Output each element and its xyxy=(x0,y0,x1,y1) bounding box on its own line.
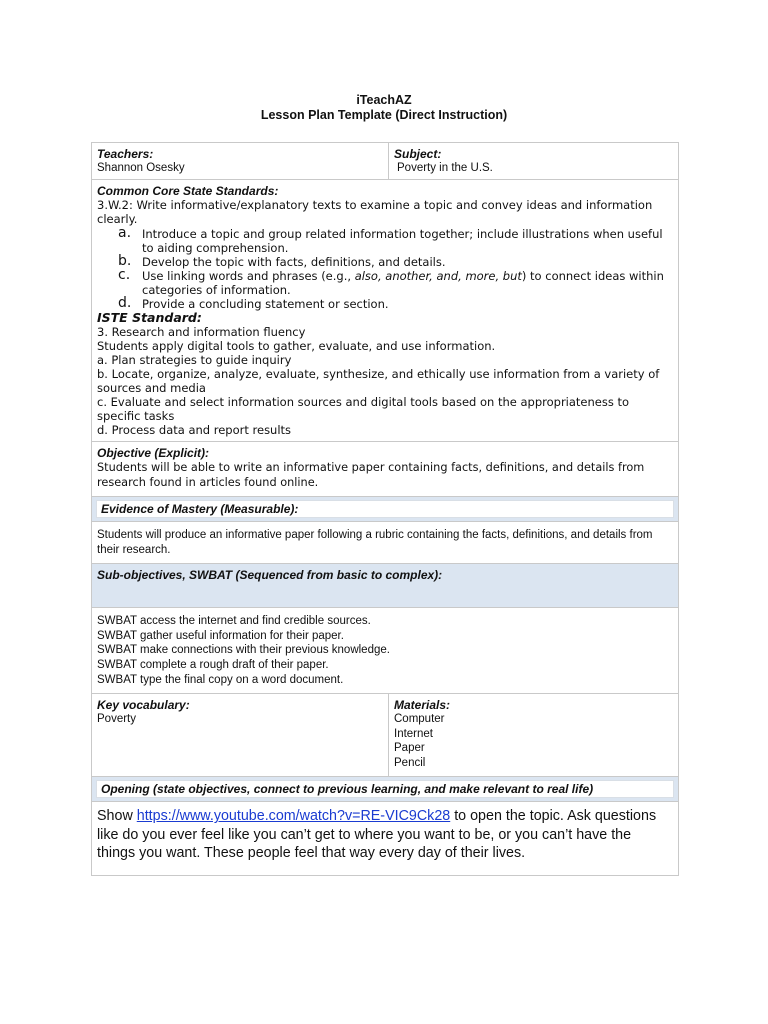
opening-label-cell xyxy=(92,777,679,802)
ccss-item-text-before: Use linking words and phrases (e.g., xyxy=(142,269,355,283)
evidence-text-row xyxy=(92,522,679,564)
list-marker: c. xyxy=(118,267,131,283)
vocabulary-cell xyxy=(92,694,389,777)
subobjectives-list-cell xyxy=(92,608,679,694)
iste-line: c. Evaluate and select information sources and digital tools based on the appropriateness to specific tasks xyxy=(97,395,630,423)
iste-line: 3. Research and information fluency xyxy=(97,325,306,339)
teachers-subject-row xyxy=(92,143,679,180)
materials-cell xyxy=(389,694,679,777)
standards-cell xyxy=(92,180,679,442)
standards-row xyxy=(92,180,679,442)
materials-label: Materials: xyxy=(394,698,451,713)
teachers-label: Teachers: xyxy=(97,147,154,161)
ccss-list xyxy=(97,227,673,311)
iste-line: a. Plan strategies to guide inquiry xyxy=(97,353,292,367)
opening-label: Opening (state objectives, connect to previous learning, and make relevant to real life) xyxy=(96,780,674,798)
opening-label-row xyxy=(92,777,679,802)
teachers-value: Shannon Osesky xyxy=(97,162,185,174)
youtube-link[interactable]: https://www.youtube.com/watch?v=RE-VIC9Ck28 xyxy=(136,808,451,825)
subobjective-item: SWBAT complete a rough draft of their paper. xyxy=(97,658,329,671)
evidence-label-row xyxy=(92,497,679,522)
opening-text-cell xyxy=(92,802,679,876)
list-marker: d. xyxy=(118,295,132,311)
ccss-item-text: Develop the topic with facts, definitions, and details. xyxy=(142,255,446,269)
subobjective-item: SWBAT gather useful information for their paper. xyxy=(97,629,344,642)
ccss-label: Common Core State Standards: xyxy=(97,184,279,198)
evidence-label: Evidence of Mastery (Measurable): xyxy=(96,500,674,518)
evidence-text-cell xyxy=(92,522,679,564)
ccss-item-italic: also, another, and, more, but xyxy=(354,269,522,283)
page-subtitle: Lesson Plan Template (Direct Instruction) xyxy=(260,108,508,122)
materials-item: Pencil xyxy=(394,756,426,769)
list-marker: a. xyxy=(118,225,132,241)
iste-line: d. Process data and report results xyxy=(97,423,292,437)
vocabulary-materials-row xyxy=(92,694,679,777)
teachers-cell xyxy=(92,143,389,180)
ccss-item xyxy=(118,295,673,311)
vocabulary-item: Poverty xyxy=(97,713,136,726)
objective-cell xyxy=(92,442,679,497)
opening-text xyxy=(97,807,673,863)
subobjective-item: SWBAT access the internet and find credible sources. xyxy=(97,615,371,628)
iste-line: b. Locate, organize, analyze, evaluate, synthesize, and ethically use information from a variety of sources and media xyxy=(97,367,660,395)
ccss-item-text-after: ) to connect ideas within categories of information. xyxy=(142,269,664,297)
objective-label: Objective (Explicit): xyxy=(97,446,210,460)
iste-line: Students apply digital tools to gather, evaluate, and use information. xyxy=(97,339,496,353)
lesson-plan-table xyxy=(91,142,679,876)
ccss-item xyxy=(118,267,673,297)
objective-text: Students will be able to write an informative paper containing facts, definitions, and details from research found in articles found online. xyxy=(97,461,645,489)
objective-row xyxy=(92,442,679,497)
subobjective-item: SWBAT type the final copy on a word document. xyxy=(97,673,344,686)
ccss-item xyxy=(118,225,673,255)
subobjectives-list-row xyxy=(92,608,679,694)
evidence-text: Students will produce an informative paper following a rubric containing the facts, definitions, and details from their research. xyxy=(97,529,653,556)
list-marker: b. xyxy=(118,253,132,269)
opening-text-row xyxy=(92,802,679,876)
materials-item: Paper xyxy=(394,742,425,755)
subobjectives-label: Sub-objectives, SWBAT (Sequenced from basic to complex): xyxy=(97,568,443,583)
materials-item: Computer xyxy=(394,713,445,726)
subject-value: Poverty in the U.S. xyxy=(397,162,493,174)
vocabulary-label: Key vocabulary: xyxy=(97,698,190,713)
ccss-item-text: Introduce a topic and group related information together; include illustrations when useful to aiding comprehension. xyxy=(142,227,663,255)
subobjective-item: SWBAT make connections with their previous knowledge. xyxy=(97,644,390,657)
ccss-item xyxy=(118,253,673,269)
iste-label: ISTE Standard: xyxy=(97,310,202,325)
subject-cell xyxy=(389,143,679,180)
opening-text-after: to open the topic. Ask questions like do you ever feel like you can’t get to where you want to be, or you can’t have the things you want. These people feel that way every day of their lives. xyxy=(97,808,657,862)
subobjectives-label-cell xyxy=(92,564,679,608)
subobjectives-label-row xyxy=(92,564,679,608)
ccss-item-text: Provide a concluding statement or section. xyxy=(142,297,389,311)
subject-label: Subject: xyxy=(394,147,442,161)
page-title: iTeachAZ xyxy=(356,93,412,107)
evidence-label-cell xyxy=(92,497,679,522)
ccss-text: 3.W.2: Write informative/explanatory texts to examine a topic and convey ideas and information clearly. xyxy=(97,198,653,226)
materials-item: Internet xyxy=(394,727,433,740)
opening-text-before: Show xyxy=(97,808,137,825)
title-block xyxy=(0,93,768,123)
